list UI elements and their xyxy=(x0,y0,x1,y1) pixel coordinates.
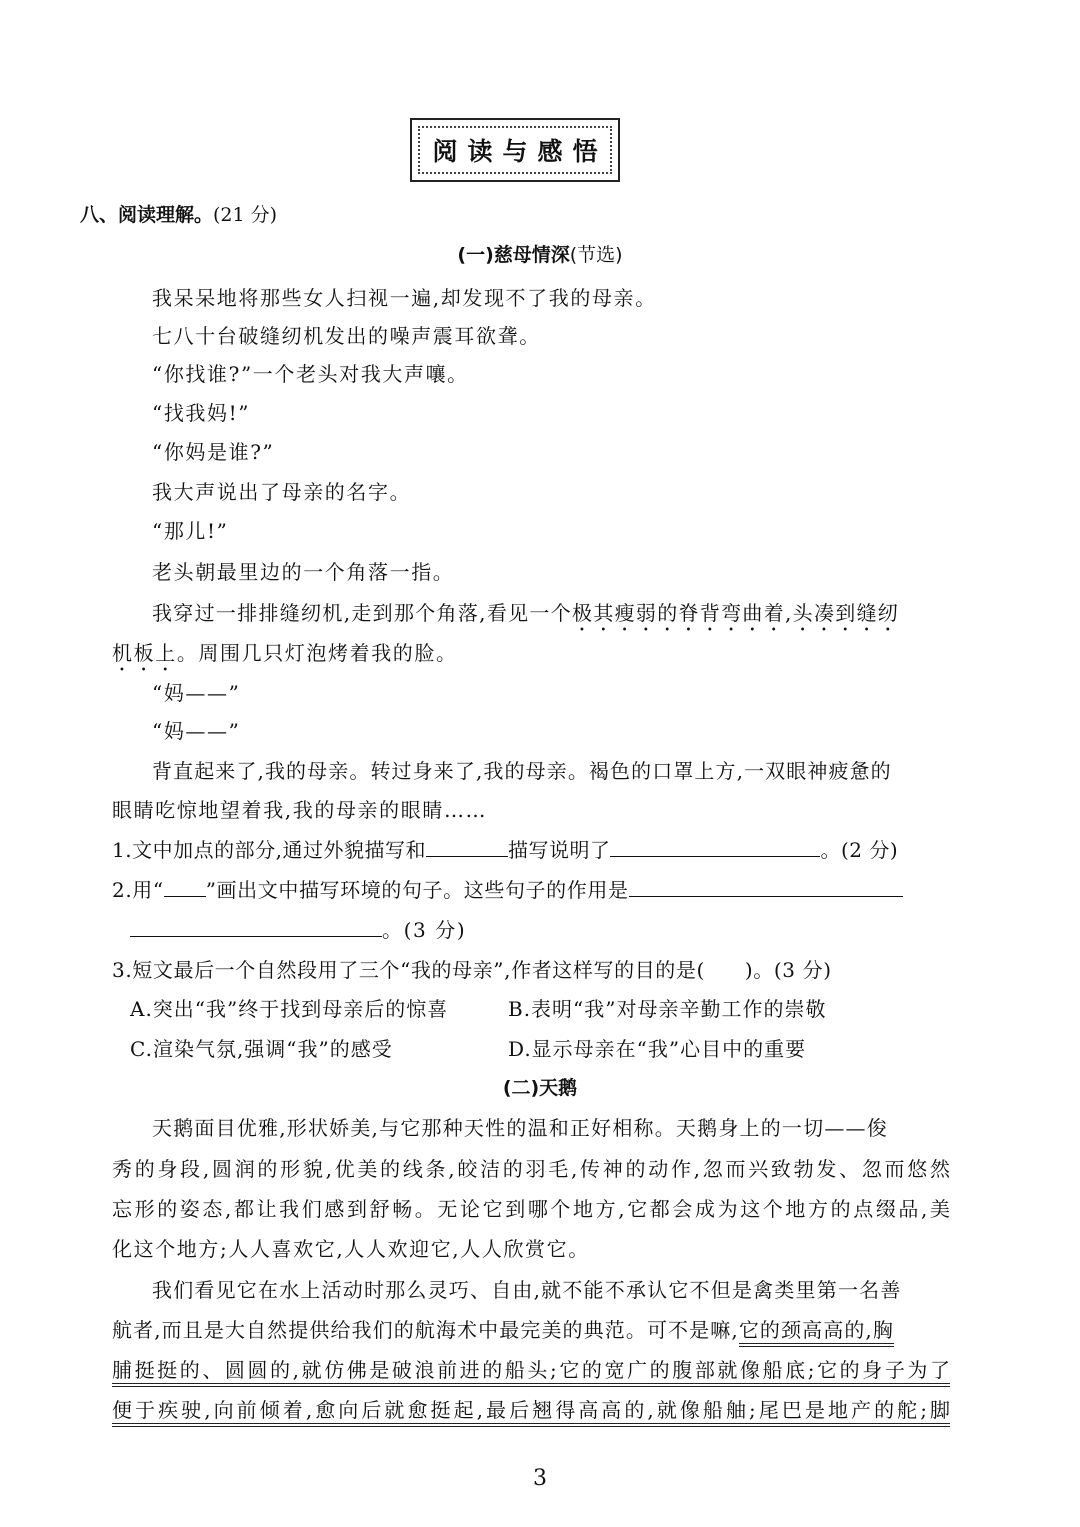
answer-blank[interactable] xyxy=(130,916,382,937)
answer-blank[interactable] xyxy=(610,836,820,857)
passage1-paragraph-c: 眼睛吃惊地望着我,我的母亲的眼睛…… xyxy=(112,798,488,822)
call-line: “妈——” xyxy=(152,681,241,705)
page-number: 3 xyxy=(533,1466,547,1491)
answer-blank[interactable] xyxy=(426,836,508,857)
passage2-line: 忘形的姿态,都让我们感到舒畅。无论它到哪个地方,它都会成为这个地方的点缀品,美 xyxy=(112,1197,950,1221)
option-a[interactable]: A.突出“我”终于找到母亲后的惊喜 xyxy=(130,997,449,1021)
passage1-paragraph-c: 背直起来了,我的母亲。转过身来了,我的母亲。褐色的口罩上方,一双眼神疲惫的 xyxy=(152,759,892,783)
double-underlined-text: 它的颈高高的,胸 xyxy=(739,1318,894,1347)
passage1-title: (一)慈母情深(节选) xyxy=(457,244,623,266)
passage2-line: 我们看见它在水上活动时那么灵巧、自由,就不能不承认它不但是禽类里第一名善 xyxy=(152,1278,902,1302)
passage1-line: “你找谁?”一个老头对我大声嚷。 xyxy=(152,362,469,386)
call-line: “妈——” xyxy=(152,719,241,743)
passage1-line: 我大声说出了母亲的名字。 xyxy=(152,480,412,504)
question-2: 2.用“ ”画出文中描写环境的句子。这些句子的作用是 xyxy=(112,874,903,903)
passage2-title: (二)天鹅 xyxy=(502,1077,578,1099)
passage1-line: 我呆呆地将那些女人扫视一遍,却发现不了我的母亲。 xyxy=(152,286,657,310)
passage2-line xyxy=(112,1394,950,1423)
section-heading: 八、阅读理解。(21 分) xyxy=(80,204,278,226)
question-2-cont: 。(3 分) xyxy=(130,914,466,943)
passage2-line xyxy=(112,1354,950,1383)
passage1-line: 七八十台破缝纫机发出的噪声震耳欲聋。 xyxy=(152,324,541,348)
passage2-line: 航者,而且是大自然提供给我们的航海术中最完美的典范。可不是嘛,它的颈高高的,胸 xyxy=(112,1314,894,1343)
passage1-line: 老头朝最里边的一个角落一指。 xyxy=(152,560,455,584)
passage1-line: “那儿!” xyxy=(152,519,229,543)
banner-title: 阅读与感悟 xyxy=(432,137,608,166)
passage2-line: 天鹅面目优雅,形状娇美,与它那种天性的温和正好相称。天鹅身上的一切——俊 xyxy=(152,1116,888,1140)
question-1: 1.文中加点的部分,通过外貌描写和 描写说明了 。(2 分) xyxy=(112,838,899,862)
passage2-line: 秀的身段,圆润的形貌,优美的线条,皎洁的羽毛,传神的动作,忽而兴致勃发、忽而悠然 xyxy=(112,1157,950,1181)
passage2-line: 化这个地方;人人喜欢它,人人欢迎它,人人欣赏它。 xyxy=(112,1237,590,1261)
passage1-paragraph-b: 机板上。周围几只灯泡烤着我的脸。 xyxy=(112,641,458,665)
answer-blank[interactable] xyxy=(629,876,903,897)
underline-sample xyxy=(164,876,206,897)
section-banner xyxy=(410,118,620,182)
option-c[interactable]: C.渲染气氛,强调“我”的感受 xyxy=(130,1037,393,1061)
passage1-line: “你妈是谁?” xyxy=(152,440,275,464)
question-3: 3.短文最后一个自然段用了三个“我的母亲”,作者这样写的目的是( )。(3 分) xyxy=(112,958,832,982)
double-underlined-text: 便于疾驶,向前倾着,愈向后就愈挺起,最后翘得高高的,就像船舳;尾巴是地产的舵;脚 xyxy=(112,1398,950,1427)
double-underlined-text: 脯挺挺的、圆圆的,就仿佛是破浪前进的船头;它的宽广的腹部就像船底;它的身子为了 xyxy=(112,1358,950,1387)
dotted-emphasis: 机板上 xyxy=(112,641,177,665)
option-b[interactable]: B.表明“我”对母亲辛勤工作的崇敬 xyxy=(508,997,827,1021)
passage1-paragraph-a: 我穿过一排排缝纫机,走到那个角落,看见一个极其瘦弱的脊背弯曲着,头凑到缝纫 xyxy=(152,601,900,625)
passage1-line: “找我妈!” xyxy=(152,401,251,425)
option-d[interactable]: D.显示母亲在“我”心目中的重要 xyxy=(508,1037,807,1061)
dotted-emphasis: 极其瘦弱的脊背弯曲着,头凑到缝纫 xyxy=(572,601,900,625)
